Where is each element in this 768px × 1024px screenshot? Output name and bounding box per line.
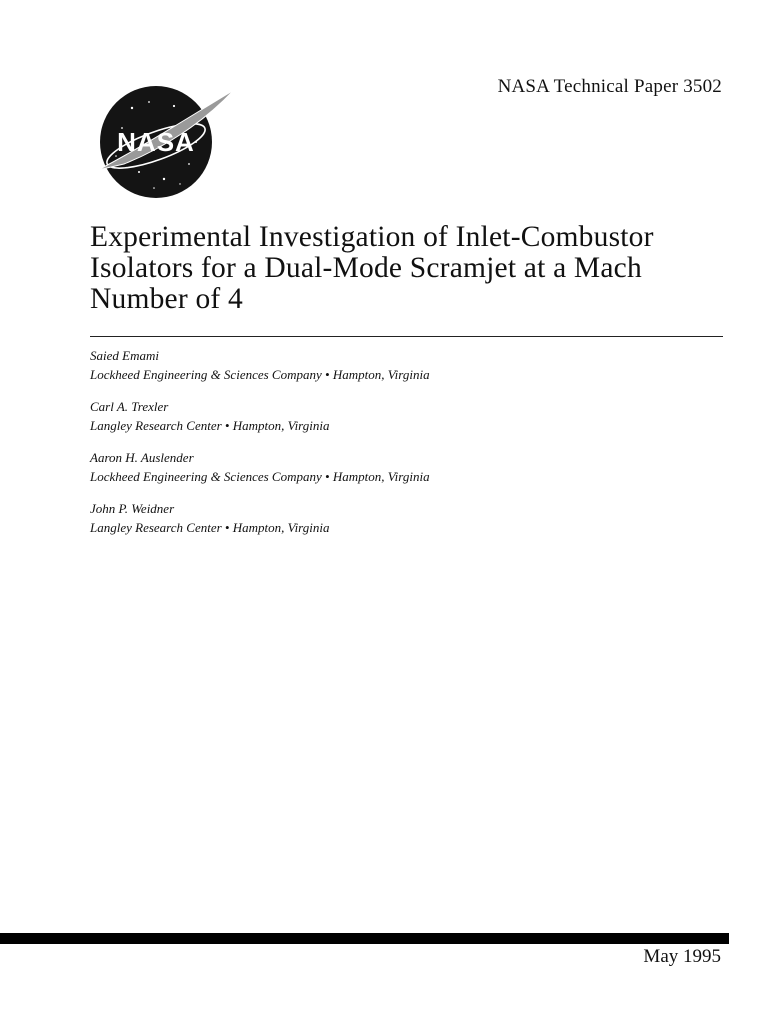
author-name: Aaron H. Auslender	[90, 450, 194, 465]
author-affiliation: Langley Research Center • Hampton, Virginia	[90, 520, 330, 535]
author-block	[90, 499, 710, 537]
author-name: Carl A. Trexler	[90, 399, 169, 414]
nasa-logo	[94, 84, 236, 202]
author-affiliation: Langley Research Center • Hampton, Virginia	[90, 418, 330, 433]
title-line: Isolators for a Dual-Mode Scramjet at a Mach	[90, 252, 642, 284]
author-block	[90, 346, 710, 384]
author-name: John P. Weidner	[90, 501, 175, 516]
report-number: NASA Technical Paper 3502	[497, 76, 722, 97]
author-block	[90, 397, 710, 435]
author-block	[90, 448, 710, 486]
document-title	[90, 222, 730, 315]
title-line: Number of 4	[90, 283, 243, 315]
footer-rule	[0, 933, 729, 944]
author-list	[90, 346, 710, 550]
title-divider	[90, 336, 723, 337]
author-affiliation: Lockheed Engineering & Sciences Company • Hampton, Virginia	[90, 367, 430, 382]
author-affiliation: Lockheed Engineering & Sciences Company • Hampton, Virginia	[90, 469, 430, 484]
author-name: Saied Emami	[90, 348, 159, 363]
nasa-logo-text: NASA	[117, 127, 195, 157]
publication-date: May 1995	[643, 946, 721, 967]
title-line: Experimental Investigation of Inlet-Combustor	[90, 221, 654, 253]
